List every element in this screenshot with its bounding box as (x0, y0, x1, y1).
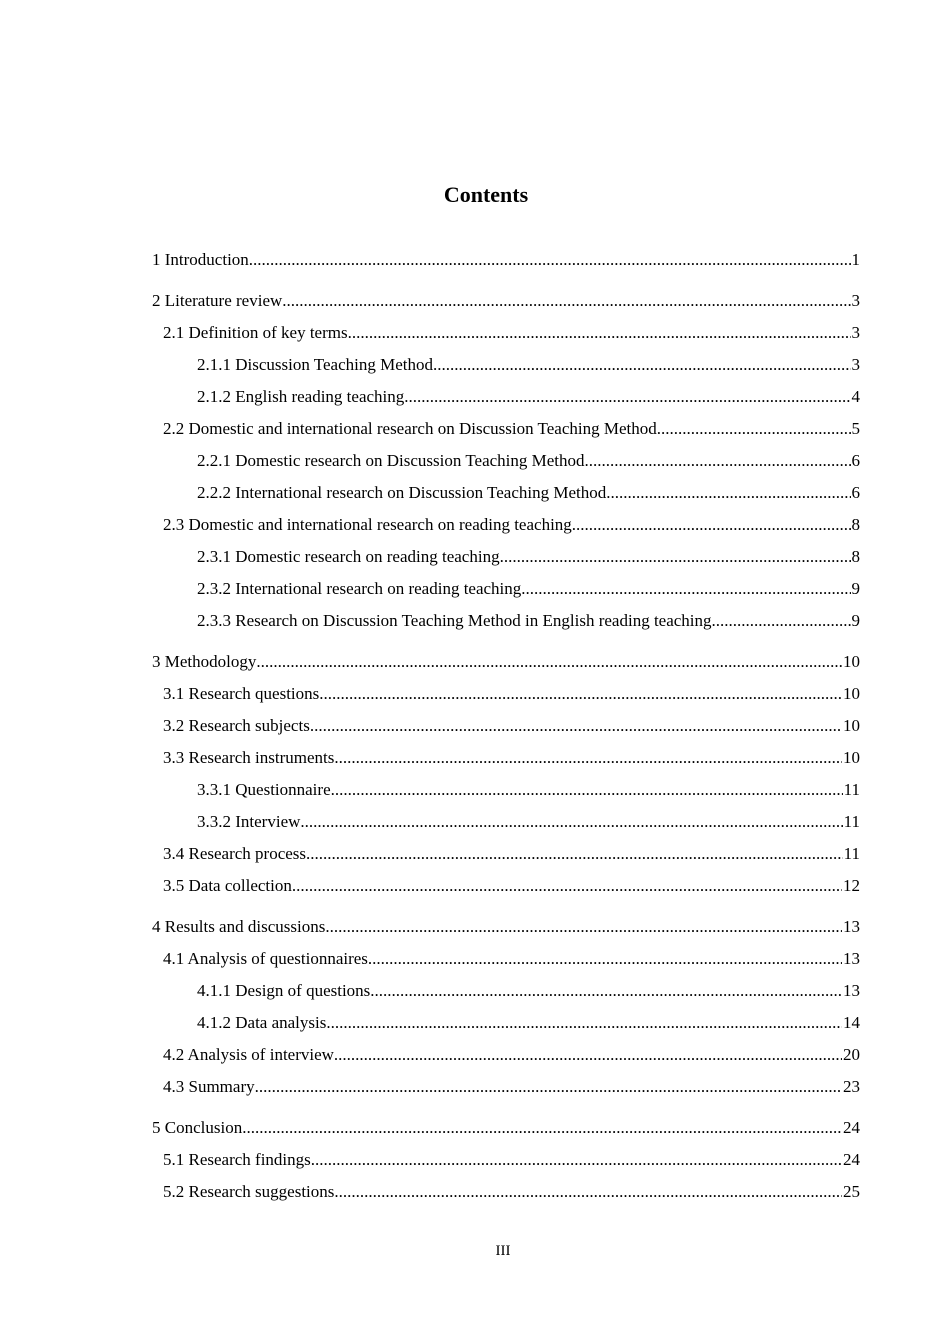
toc-entry-page-number: 13 (843, 917, 860, 936)
toc-entry-label: 4.1 Analysis of questionnaires (163, 949, 368, 968)
toc-entry-page-number: 12 (843, 876, 860, 895)
toc-entry-label: 2.2.1 Domestic research on Discussion Teaching Method (197, 451, 585, 470)
table-of-contents (152, 248, 860, 1212)
toc-entry[interactable] (152, 810, 860, 842)
toc-entry[interactable] (152, 609, 860, 641)
toc-entry[interactable] (152, 682, 860, 714)
toc-entry-label: 2.1 Definition of key terms (163, 323, 348, 342)
toc-dot-leader (712, 609, 851, 633)
toc-entry-page-number: 8 (851, 547, 860, 566)
toc-entry-page-number: 14 (843, 1013, 860, 1032)
toc-entry-page-number: 10 (843, 652, 860, 671)
toc-dot-leader (368, 947, 842, 971)
toc-entry-label: 2.3.1 Domestic research on reading teaching (197, 547, 500, 566)
toc-entry-page-number: 11 (843, 812, 860, 831)
toc-entry[interactable] (152, 915, 860, 947)
toc-entry[interactable] (152, 545, 860, 577)
toc-entry-label: 4.2 Analysis of interview (163, 1045, 334, 1064)
toc-dot-leader (242, 1116, 842, 1140)
toc-dot-leader (585, 449, 851, 473)
toc-entry[interactable] (152, 248, 860, 280)
toc-dot-leader (326, 1011, 842, 1035)
toc-entry-label: 4.1.1 Design of questions (197, 981, 371, 1000)
toc-entry-page-number: 11 (843, 780, 860, 799)
toc-entry-label: 2.1.2 English reading teaching (197, 387, 405, 406)
toc-entry-label: 4 Results and discussions (152, 917, 326, 936)
toc-entry[interactable] (152, 1116, 860, 1148)
toc-entry[interactable] (152, 1075, 860, 1107)
toc-entry[interactable] (152, 979, 860, 1011)
toc-entry-page-number: 10 (843, 684, 860, 703)
toc-dot-leader (292, 874, 842, 898)
toc-entry[interactable] (152, 353, 860, 385)
toc-entry-page-number: 10 (843, 748, 860, 767)
toc-entry-page-number: 9 (851, 611, 860, 630)
toc-entry[interactable] (152, 1180, 860, 1212)
toc-entry-label: 3.2 Research subjects (163, 716, 310, 735)
toc-entry-label: 3.5 Data collection (163, 876, 292, 895)
toc-entry[interactable] (152, 513, 860, 545)
toc-entry-label: 4.1.2 Data analysis (197, 1013, 327, 1032)
toc-entry[interactable] (152, 321, 860, 353)
toc-entry-page-number: 6 (851, 451, 860, 470)
toc-entry-page-number: 10 (843, 716, 860, 735)
toc-entry[interactable] (152, 577, 860, 609)
toc-entry-page-number: 24 (843, 1118, 860, 1137)
toc-dot-leader (334, 1180, 842, 1204)
toc-dot-leader (306, 842, 843, 866)
toc-dot-leader (404, 385, 850, 409)
toc-dot-leader (331, 778, 843, 802)
toc-dot-leader (256, 650, 842, 674)
toc-entry[interactable] (152, 842, 860, 874)
toc-dot-leader (334, 1043, 842, 1067)
toc-entry-page-number: 1 (851, 250, 860, 269)
toc-entry-page-number: 23 (843, 1077, 860, 1096)
toc-entry-label: 3.4 Research process (163, 844, 307, 863)
page-title: Contents (443, 182, 529, 207)
toc-dot-leader (348, 321, 851, 345)
toc-entry-label: 5 Conclusion (152, 1118, 243, 1137)
toc-entry-label: 5.1 Research findings (163, 1150, 311, 1169)
toc-dot-leader (572, 513, 851, 537)
toc-entry-label: 3.3 Research instruments (163, 748, 335, 767)
toc-entry-label: 4.3 Summary (163, 1077, 255, 1096)
toc-entry-page-number: 9 (851, 579, 860, 598)
page-number: III (495, 1243, 511, 1259)
toc-entry-label: 2.2 Domestic and international research on Discussion Teaching Method (163, 419, 657, 438)
toc-entry-page-number: 25 (843, 1182, 860, 1201)
toc-entry-page-number: 13 (843, 949, 860, 968)
toc-entry-page-number: 11 (843, 844, 860, 863)
toc-entry[interactable] (152, 481, 860, 513)
toc-entry-page-number: 4 (851, 387, 860, 406)
toc-entry[interactable] (152, 714, 860, 746)
toc-entry-label: 3.1 Research questions (163, 684, 320, 703)
toc-dot-leader (282, 289, 850, 313)
toc-dot-leader (300, 810, 842, 834)
toc-entry[interactable] (152, 1148, 860, 1180)
toc-entry-label: 2.3 Domestic and international research on reading teaching (163, 515, 572, 534)
toc-entry[interactable] (152, 874, 860, 906)
toc-entry-label: 2 Literature review (152, 291, 283, 310)
toc-dot-leader (249, 248, 851, 272)
toc-entry[interactable] (152, 650, 860, 682)
toc-dot-leader (500, 545, 851, 569)
toc-dot-leader (606, 481, 850, 505)
toc-dot-leader (433, 353, 851, 377)
toc-entry[interactable] (152, 417, 860, 449)
toc-dot-leader (255, 1075, 842, 1099)
toc-entry-page-number: 6 (851, 483, 860, 502)
toc-entry[interactable] (152, 289, 860, 321)
toc-entry-page-number: 5 (851, 419, 860, 438)
toc-entry-page-number: 3 (851, 355, 860, 374)
toc-dot-leader (370, 979, 842, 1003)
toc-entry-page-number: 8 (851, 515, 860, 534)
toc-dot-leader (334, 746, 842, 770)
toc-entry-label: 2.2.2 International research on Discussion Teaching Method (197, 483, 607, 502)
toc-entry-page-number: 13 (843, 981, 860, 1000)
toc-dot-leader (521, 577, 850, 601)
toc-entry-label: 3.3.2 Interview (197, 812, 301, 831)
toc-dot-leader (311, 1148, 842, 1172)
toc-entry-page-number: 24 (843, 1150, 860, 1169)
toc-entry[interactable] (152, 746, 860, 778)
toc-entry[interactable] (152, 449, 860, 481)
toc-entry[interactable] (152, 385, 860, 417)
toc-entry-label: 1 Introduction (152, 250, 249, 269)
toc-entry[interactable] (152, 947, 860, 979)
toc-entry-page-number: 3 (851, 323, 860, 342)
toc-entry-label: 3 Methodology (152, 652, 257, 671)
toc-entry[interactable] (152, 1011, 860, 1043)
toc-dot-leader (657, 417, 851, 441)
toc-entry[interactable] (152, 778, 860, 810)
toc-entry-page-number: 20 (843, 1045, 860, 1064)
toc-dot-leader (319, 682, 842, 706)
toc-entry-label: 3.3.1 Questionnaire (197, 780, 331, 799)
toc-entry-page-number: 3 (851, 291, 860, 310)
toc-entry[interactable] (152, 1043, 860, 1075)
toc-entry-label: 5.2 Research suggestions (163, 1182, 335, 1201)
toc-entry-label: 2.3.3 Research on Discussion Teaching Method in English reading teaching (197, 611, 712, 630)
toc-dot-leader (325, 915, 842, 939)
toc-entry-label: 2.1.1 Discussion Teaching Method (197, 355, 433, 374)
toc-dot-leader (310, 714, 842, 738)
toc-entry-label: 2.3.2 International research on reading teaching (197, 579, 522, 598)
